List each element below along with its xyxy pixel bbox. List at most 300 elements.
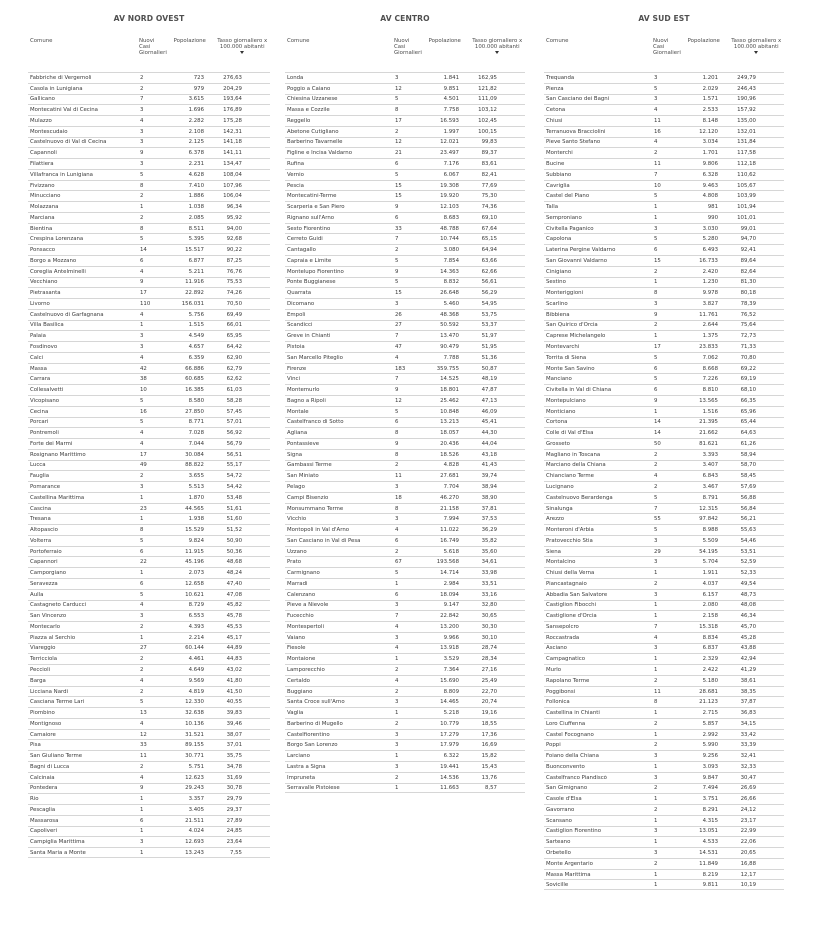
table-row[interactable]	[28, 406, 270, 417]
table-row[interactable]	[28, 804, 270, 815]
table-row[interactable]	[544, 83, 784, 94]
table-row[interactable]	[544, 718, 784, 729]
sort-descending-icon[interactable]	[495, 51, 499, 54]
table-row[interactable]	[285, 94, 525, 105]
table-row[interactable]	[285, 137, 525, 148]
table-row[interactable]	[285, 524, 525, 535]
table-row[interactable]	[544, 137, 784, 148]
table-row[interactable]	[544, 384, 784, 395]
cell-comune: Scansano	[546, 817, 572, 824]
cell-popolazione: 3.030	[702, 225, 718, 232]
cell-casi: 12	[395, 397, 402, 404]
table-row[interactable]	[285, 600, 525, 611]
table-row[interactable]	[285, 147, 525, 158]
table-row[interactable]	[544, 589, 784, 600]
column-header-comune[interactable]: Comune	[287, 38, 310, 44]
table-row[interactable]	[28, 847, 270, 858]
column-header-tasso[interactable]	[215, 38, 270, 54]
table-row[interactable]	[28, 72, 270, 83]
table-row[interactable]	[544, 449, 784, 460]
table-row[interactable]	[28, 600, 270, 611]
table-row[interactable]	[544, 363, 784, 374]
table-row[interactable]	[28, 449, 270, 460]
table-row[interactable]	[285, 266, 525, 277]
table-row[interactable]	[28, 675, 270, 686]
table-row[interactable]	[285, 384, 525, 395]
table-row[interactable]	[28, 363, 270, 374]
cell-popolazione: 13.213	[440, 419, 459, 426]
cell-tasso: 33,98	[481, 570, 497, 577]
table-row[interactable]	[544, 492, 784, 503]
table-row[interactable]	[285, 750, 525, 761]
column-header-tasso[interactable]	[470, 38, 525, 54]
column-header-popolazione[interactable]: Popolazione	[687, 38, 720, 44]
table-row[interactable]	[544, 212, 784, 223]
cell-popolazione: 81.621	[699, 440, 718, 447]
table-row[interactable]	[28, 707, 270, 718]
table-row[interactable]	[28, 147, 270, 158]
table-row[interactable]	[544, 287, 784, 298]
cell-tasso: 41,29	[740, 666, 756, 673]
table-row[interactable]	[285, 309, 525, 320]
cell-casi: 3	[395, 699, 399, 706]
cell-tasso: 27,89	[226, 817, 242, 824]
cell-tasso: 61,26	[740, 440, 756, 447]
table-row[interactable]	[544, 546, 784, 557]
table-row[interactable]	[285, 373, 525, 384]
table-row[interactable]	[28, 277, 270, 288]
table-row[interactable]	[285, 83, 525, 94]
table-row[interactable]	[28, 255, 270, 266]
table-row[interactable]	[28, 244, 270, 255]
table-row[interactable]	[544, 826, 784, 837]
table-row[interactable]	[544, 180, 784, 191]
table-row[interactable]	[285, 104, 525, 115]
cell-comune: San Gimignano	[546, 785, 588, 792]
cell-casi: 27	[395, 322, 402, 329]
table-row[interactable]	[544, 761, 784, 772]
cell-casi: 4	[654, 107, 658, 114]
table-row[interactable]	[544, 793, 784, 804]
table-row[interactable]	[28, 815, 270, 826]
cell-popolazione: 90.479	[440, 344, 459, 351]
table-row[interactable]	[544, 460, 784, 471]
table-row[interactable]	[544, 836, 784, 847]
table-row[interactable]	[544, 201, 784, 212]
table-row[interactable]	[544, 244, 784, 255]
cell-comune: Castelfranco Piandiscò	[546, 774, 607, 781]
table-row[interactable]	[28, 115, 270, 126]
cell-comune: Poggibonsi	[546, 688, 576, 695]
table-row[interactable]	[544, 223, 784, 234]
table-row[interactable]	[544, 126, 784, 137]
table-row[interactable]	[544, 869, 784, 880]
cell-tasso: 64,42	[226, 344, 242, 351]
table-row[interactable]	[28, 341, 270, 352]
table-row[interactable]	[544, 535, 784, 546]
cell-tasso: 204,29	[223, 85, 242, 92]
table-row[interactable]	[285, 363, 525, 374]
table-row[interactable]	[285, 287, 525, 298]
table-row[interactable]	[285, 675, 525, 686]
cell-comune: Trequanda	[546, 74, 575, 81]
table-row[interactable]	[285, 298, 525, 309]
cell-casi: 27	[140, 645, 147, 652]
cell-casi: 5	[395, 257, 399, 264]
table-row[interactable]	[28, 535, 270, 546]
table-row[interactable]	[285, 169, 525, 180]
column-header-comune[interactable]: Comune	[546, 38, 569, 44]
table-row[interactable]	[285, 556, 525, 567]
table-row[interactable]	[285, 438, 525, 449]
table-row[interactable]	[285, 212, 525, 223]
table-row[interactable]	[285, 341, 525, 352]
table-row[interactable]	[544, 427, 784, 438]
table-row[interactable]	[544, 750, 784, 761]
table-row[interactable]	[285, 761, 525, 772]
table-row[interactable]	[285, 115, 525, 126]
table-row[interactable]	[28, 761, 270, 772]
cell-tasso: 33,42	[740, 731, 756, 738]
cell-casi: 3	[395, 516, 399, 523]
table-row[interactable]	[544, 696, 784, 707]
table-row[interactable]	[285, 686, 525, 697]
cell-popolazione: 14.536	[440, 774, 459, 781]
table-row[interactable]	[28, 739, 270, 750]
table-row[interactable]	[28, 546, 270, 557]
table-row[interactable]	[285, 320, 525, 331]
cell-popolazione: 19.920	[440, 193, 459, 200]
table-row[interactable]	[28, 352, 270, 363]
table-row[interactable]	[28, 643, 270, 654]
table-row[interactable]	[28, 729, 270, 740]
table-row[interactable]	[544, 438, 784, 449]
table-row[interactable]	[544, 847, 784, 858]
table-row[interactable]	[28, 567, 270, 578]
cell-popolazione: 9.569	[188, 677, 204, 684]
table-row[interactable]	[28, 223, 270, 234]
cell-casi: 2	[395, 688, 399, 695]
column-header-popolazione[interactable]: Popolazione	[173, 38, 206, 44]
table-row[interactable]	[285, 481, 525, 492]
table-row[interactable]	[544, 169, 784, 180]
table-row[interactable]	[285, 632, 525, 643]
table-row[interactable]	[544, 470, 784, 481]
cell-casi: 15	[654, 257, 661, 264]
table-row[interactable]	[544, 653, 784, 664]
cell-comune: Pietrasanta	[30, 290, 61, 297]
cell-comune: Molazzana	[30, 204, 59, 211]
cell-comune: Sansepolcro	[546, 623, 579, 630]
cell-casi: 33	[395, 225, 402, 232]
table-row[interactable]	[285, 417, 525, 428]
table-row[interactable]	[544, 879, 784, 890]
table-row[interactable]	[28, 384, 270, 395]
cell-comune: Castel Focognano	[546, 731, 594, 738]
table-row[interactable]	[28, 309, 270, 320]
cell-tasso: 46,34	[740, 613, 756, 620]
cell-tasso: 22,99	[740, 828, 756, 835]
table-row[interactable]	[285, 513, 525, 524]
table-row[interactable]	[544, 610, 784, 621]
table-row[interactable]	[28, 481, 270, 492]
table-row[interactable]	[28, 190, 270, 201]
column-header-comune[interactable]: Comune	[30, 38, 53, 44]
table-row[interactable]	[285, 578, 525, 589]
table-row[interactable]	[285, 535, 525, 546]
cell-casi: 3	[654, 559, 658, 566]
table-row[interactable]	[285, 330, 525, 341]
table-row[interactable]	[544, 309, 784, 320]
cell-comune: Serravalle Pistoiese	[287, 784, 340, 791]
table-row[interactable]	[544, 524, 784, 535]
table-row[interactable]	[28, 632, 270, 643]
table-row[interactable]	[28, 524, 270, 535]
cell-popolazione: 97.842	[699, 516, 718, 523]
table-row[interactable]	[544, 115, 784, 126]
cell-tasso: 71,33	[740, 344, 756, 351]
table-row[interactable]	[28, 653, 270, 664]
table-row[interactable]	[285, 158, 525, 169]
table-row[interactable]	[285, 772, 525, 783]
table-row[interactable]	[28, 212, 270, 223]
table-row[interactable]	[544, 632, 784, 643]
table-row[interactable]	[28, 610, 270, 621]
table-row[interactable]	[28, 438, 270, 449]
cell-popolazione: 46.270	[440, 494, 459, 501]
table-row[interactable]	[28, 772, 270, 783]
cell-popolazione: 8.988	[702, 527, 718, 534]
table-row[interactable]	[285, 126, 525, 137]
table-row[interactable]	[544, 783, 784, 794]
column-header-popolazione[interactable]: Popolazione	[428, 38, 461, 44]
table-row[interactable]	[544, 707, 784, 718]
table-row[interactable]	[28, 137, 270, 148]
table-row[interactable]	[28, 233, 270, 244]
table-row[interactable]	[544, 330, 784, 341]
table-row[interactable]	[28, 686, 270, 697]
table-row[interactable]	[285, 589, 525, 600]
table-row[interactable]	[544, 298, 784, 309]
table-row[interactable]	[544, 72, 784, 83]
table-row[interactable]	[285, 492, 525, 503]
table-row[interactable]	[28, 589, 270, 600]
table-row[interactable]	[285, 427, 525, 438]
table-row[interactable]	[28, 696, 270, 707]
table-row[interactable]	[285, 460, 525, 471]
table-row[interactable]	[544, 600, 784, 611]
table-row[interactable]	[28, 718, 270, 729]
table-row[interactable]	[285, 470, 525, 481]
table-row[interactable]	[28, 492, 270, 503]
table-row[interactable]	[285, 277, 525, 288]
table-row[interactable]	[285, 653, 525, 664]
table-row[interactable]	[28, 201, 270, 212]
table-row[interactable]	[285, 610, 525, 621]
table-row[interactable]	[544, 664, 784, 675]
cell-comune: Pomarance	[30, 483, 61, 490]
cell-comune: Montevarchi	[546, 344, 580, 351]
table-row[interactable]	[28, 578, 270, 589]
table-row[interactable]	[544, 567, 784, 578]
table-row[interactable]	[28, 836, 270, 847]
cell-comune: Castelfiorentino	[287, 731, 330, 738]
table-row[interactable]	[544, 320, 784, 331]
table-row[interactable]	[285, 223, 525, 234]
table-row[interactable]	[28, 298, 270, 309]
table-row[interactable]	[544, 643, 784, 654]
table-row[interactable]	[285, 233, 525, 244]
cell-comune: Piancastagnaio	[546, 580, 587, 587]
table-row[interactable]	[544, 578, 784, 589]
table-row[interactable]	[544, 503, 784, 514]
table-row[interactable]	[28, 287, 270, 298]
table-row[interactable]	[28, 158, 270, 169]
table-row[interactable]	[285, 567, 525, 578]
table-row[interactable]	[285, 406, 525, 417]
table-row[interactable]	[28, 826, 270, 837]
cell-comune: Castelfranco di Sotto	[287, 419, 344, 426]
column-header-tasso[interactable]	[729, 38, 784, 54]
table-row[interactable]	[28, 266, 270, 277]
table-row[interactable]	[285, 643, 525, 654]
cell-casi: 14	[140, 247, 147, 254]
table-row[interactable]	[28, 126, 270, 137]
cell-comune: Castelnuovo Berardenga	[546, 494, 613, 501]
table-row[interactable]	[28, 513, 270, 524]
table-row[interactable]	[28, 94, 270, 105]
table-row[interactable]	[544, 158, 784, 169]
table-row[interactable]	[544, 255, 784, 266]
table-row[interactable]	[285, 352, 525, 363]
table-row[interactable]	[285, 255, 525, 266]
cell-tasso: 77,69	[481, 182, 497, 189]
table-row[interactable]	[28, 664, 270, 675]
table-row[interactable]	[544, 190, 784, 201]
table-row[interactable]	[544, 858, 784, 869]
table-row[interactable]	[285, 696, 525, 707]
table-row[interactable]	[285, 707, 525, 718]
cell-popolazione: 1.038	[188, 204, 204, 211]
table-row[interactable]	[28, 169, 270, 180]
table-row[interactable]	[285, 395, 525, 406]
cell-comune: Cascina	[30, 505, 52, 512]
table-row[interactable]	[544, 341, 784, 352]
table-row[interactable]	[285, 449, 525, 460]
table-row[interactable]	[544, 94, 784, 105]
table-row[interactable]	[544, 352, 784, 363]
table-row[interactable]	[28, 503, 270, 514]
cell-comune: Impruneta	[287, 774, 316, 781]
table-row[interactable]	[28, 83, 270, 94]
table-row[interactable]	[544, 417, 784, 428]
table-row[interactable]	[285, 783, 525, 794]
table-row[interactable]	[28, 793, 270, 804]
cell-casi: 4	[140, 720, 144, 727]
cell-tasso: 57,45	[226, 408, 242, 415]
cell-popolazione: 10.848	[440, 408, 459, 415]
cell-popolazione: 1.938	[188, 516, 204, 523]
table-row[interactable]	[285, 739, 525, 750]
cell-casi: 5	[654, 354, 658, 361]
table-row[interactable]	[544, 815, 784, 826]
table-row[interactable]	[544, 621, 784, 632]
table-row[interactable]	[285, 503, 525, 514]
cell-tasso: 54,46	[740, 537, 756, 544]
table-row[interactable]	[544, 233, 784, 244]
table-row[interactable]	[544, 147, 784, 158]
table-row[interactable]	[28, 320, 270, 331]
table-row[interactable]	[544, 729, 784, 740]
column-header-casi[interactable]: Nuovi Casi Giornalieri	[393, 38, 422, 56]
table-row[interactable]	[544, 772, 784, 783]
table-row[interactable]	[28, 783, 270, 794]
table-row[interactable]	[28, 373, 270, 384]
cell-popolazione: 21.395	[699, 419, 718, 426]
table-row[interactable]	[285, 201, 525, 212]
table-row[interactable]	[544, 104, 784, 115]
sort-descending-icon[interactable]	[240, 51, 244, 54]
table-row[interactable]	[28, 104, 270, 115]
table-row[interactable]	[28, 750, 270, 761]
cell-casi: 1	[654, 710, 658, 717]
table-row[interactable]	[285, 664, 525, 675]
table-row[interactable]	[544, 266, 784, 277]
table-row[interactable]	[285, 729, 525, 740]
table-row[interactable]	[544, 804, 784, 815]
column-header-casi[interactable]: Nuovi Casi Giornalieri	[138, 38, 167, 56]
table-row[interactable]	[544, 675, 784, 686]
cell-comune: Civitella in Val di Chiana	[546, 387, 612, 394]
table-row[interactable]	[285, 72, 525, 83]
table-row[interactable]	[285, 244, 525, 255]
table-row[interactable]	[28, 395, 270, 406]
table-row[interactable]	[28, 180, 270, 191]
table-row[interactable]	[28, 621, 270, 632]
table-row[interactable]	[28, 460, 270, 471]
cell-tasso: 32,33	[740, 763, 756, 770]
table-row[interactable]	[544, 739, 784, 750]
table-row[interactable]	[285, 621, 525, 632]
table-row[interactable]	[544, 277, 784, 288]
column-header-casi[interactable]: Nuovi Casi Giornalieri	[652, 38, 681, 56]
table-row[interactable]	[544, 395, 784, 406]
table-row[interactable]	[544, 481, 784, 492]
table-row[interactable]	[544, 406, 784, 417]
table-row[interactable]	[285, 546, 525, 557]
cell-popolazione: 15.529	[185, 527, 204, 534]
table-row[interactable]	[28, 427, 270, 438]
table-row[interactable]	[285, 180, 525, 191]
cell-popolazione: 7.176	[443, 161, 459, 167]
table-row[interactable]	[28, 556, 270, 567]
sort-descending-icon[interactable]	[754, 51, 758, 54]
cell-popolazione: 27.850	[185, 408, 204, 415]
table-row[interactable]	[28, 330, 270, 341]
cell-casi: 4	[140, 268, 144, 275]
table-row[interactable]	[544, 556, 784, 567]
table-row[interactable]	[544, 686, 784, 697]
table-row[interactable]	[28, 470, 270, 481]
cell-casi: 2	[140, 214, 144, 221]
table-row[interactable]	[285, 190, 525, 201]
table-row[interactable]	[544, 373, 784, 384]
table-row[interactable]	[285, 718, 525, 729]
table-row[interactable]	[28, 417, 270, 428]
cell-popolazione: 54.195	[699, 548, 718, 555]
cell-popolazione: 5.857	[702, 720, 718, 727]
table-row[interactable]	[544, 513, 784, 524]
